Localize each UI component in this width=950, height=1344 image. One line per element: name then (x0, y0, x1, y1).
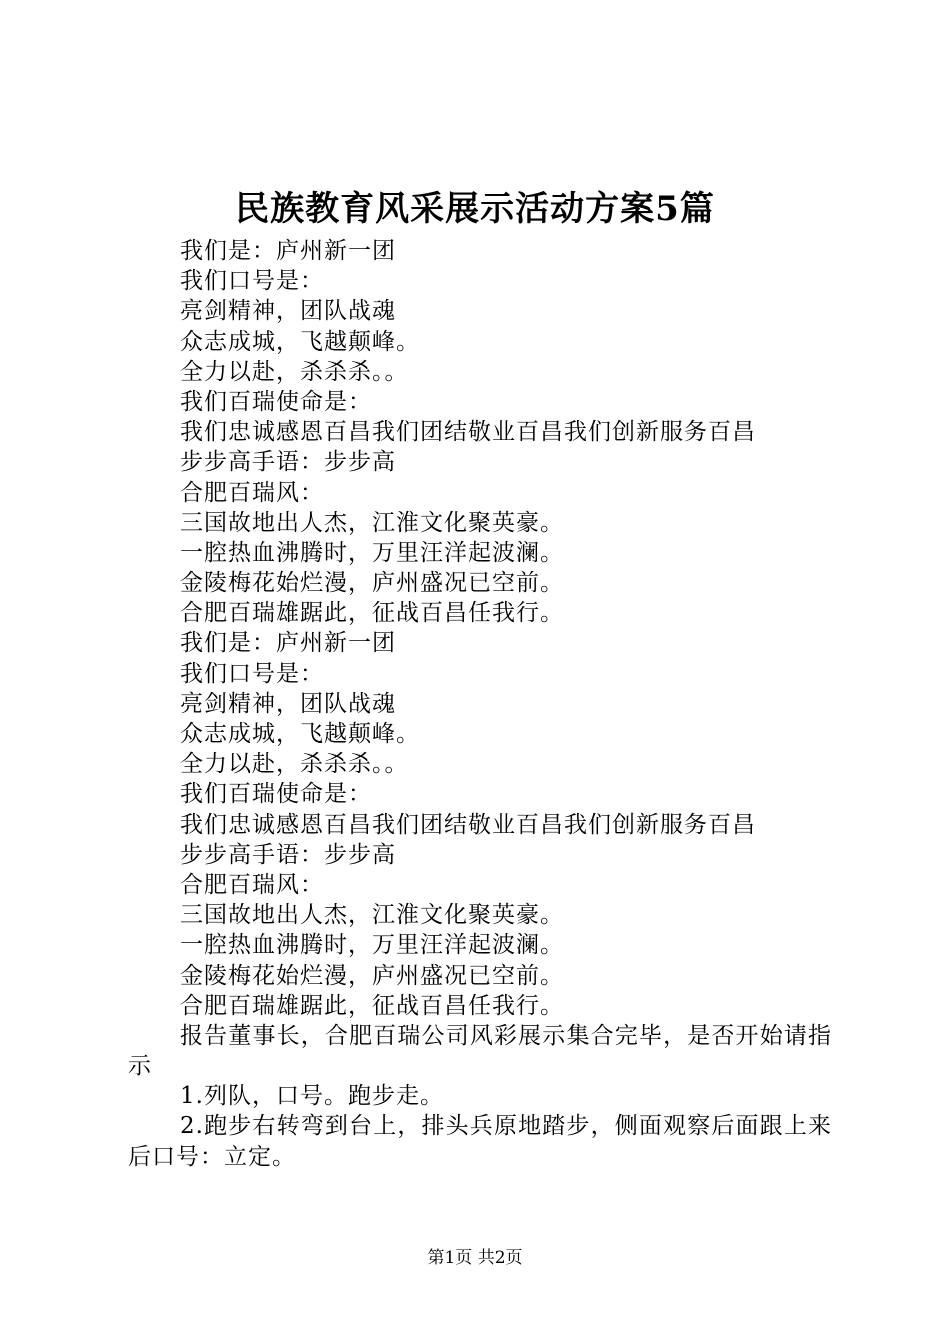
paragraph: 1.列队，口号。跑步走。 (180, 1083, 444, 1110)
text-line: 我们忠诚感恩百昌我们团结敬业百昌我们创新服务百昌 (180, 811, 756, 838)
document-body (128, 236, 832, 1172)
text-line: 众志成城，飞越颠峰。 (180, 328, 420, 355)
text-line: 我们口号是： (180, 660, 324, 687)
text-line: 全力以赴，杀杀杀。。 (180, 358, 409, 385)
text-line: 全力以赴，杀杀杀。。 (180, 751, 409, 778)
text-line: 一腔热血沸腾时，万里汪洋起波澜。 (180, 539, 564, 566)
text-line: 我们是：庐州新一团 (180, 630, 396, 657)
text-line: 我们忠诚感恩百昌我们团结敬业百昌我们创新服务百昌 (180, 419, 756, 446)
text-line: 金陵梅花始烂漫，庐州盛况已空前。 (180, 962, 564, 989)
text-line: 一腔热血沸腾时，万里汪洋起波澜。 (180, 932, 564, 959)
paragraph: 报告董事长，合肥百瑞公司风彩展示集合完毕，是否开始请指示 (128, 1022, 832, 1080)
text-line: 合肥百瑞雄踞此，征战百昌任我行。 (180, 600, 564, 627)
text-line: 合肥百瑞风： (180, 871, 324, 898)
text-line: 我们百瑞使命是： (180, 781, 372, 808)
page-footer: 第1页 共2页 (427, 1248, 523, 1268)
text-line: 步步高手语：步步高 (180, 449, 396, 476)
paragraph: 2.跑步右转弯到台上，排头兵原地踏步，侧面观察后面跟上来后口号：立定。 (128, 1113, 832, 1170)
text-line: 合肥百瑞雄踞此，征战百昌任我行。 (180, 992, 564, 1019)
document-title: 民族教育风采展示活动方案5篇 (235, 189, 715, 229)
text-line: 亮剑精神，团队战魂 (180, 690, 396, 717)
text-line: 金陵梅花始烂漫，庐州盛况已空前。 (180, 570, 564, 597)
text-line: 众志成城，飞越颠峰。 (180, 721, 420, 747)
text-line: 亮剑精神，团队战魂 (180, 298, 396, 325)
text-line: 三国故地出人杰，江淮文化聚英豪。 (180, 509, 564, 536)
text-line: 我们百瑞使命是： (180, 388, 372, 415)
text-line: 我们口号是： (180, 268, 324, 295)
text-line: 我们是：庐州新一团 (180, 238, 396, 264)
text-line: 步步高手语：步步高 (180, 841, 396, 868)
text-line: 三国故地出人杰，江淮文化聚英豪。 (180, 902, 564, 929)
text-line: 合肥百瑞风： (180, 479, 324, 506)
